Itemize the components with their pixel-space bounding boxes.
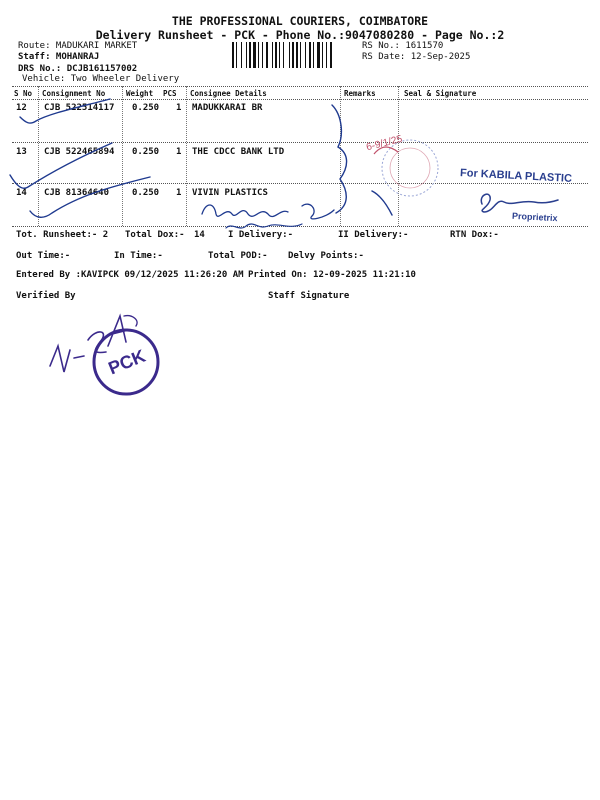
col-consignment: Consignment No: [42, 89, 106, 98]
barcode-bar: [289, 42, 290, 68]
barcode-bar: [262, 42, 263, 68]
barcode-bar: [241, 42, 242, 68]
barcode-bar: [317, 42, 320, 68]
barcode-bar: [292, 42, 294, 68]
verified-by: Verified By: [16, 291, 76, 301]
barcode-bar: [253, 42, 256, 68]
runsheet-subtitle: Delivery Runsheet - PCK - Phone No.:9047080280 - Page No.:2: [95, 28, 505, 42]
total-dox-label: Total Dox:-: [125, 230, 185, 240]
header-top-rule: [12, 86, 588, 87]
i-delivery: I Delivery:-: [228, 230, 294, 240]
row-consignment: CJB 81364640: [44, 188, 110, 198]
barcode: [232, 42, 358, 68]
printed-on: Printed On: 12-09-2025 11:21:10: [248, 270, 416, 280]
col-weight: Weight: [126, 89, 154, 98]
row-sno: 12: [16, 103, 27, 113]
tick-mark-icon: [20, 99, 110, 123]
row-sno: 14: [16, 188, 27, 198]
handwritten-signature-icon: [198, 196, 358, 236]
total-dox-value: 14: [194, 230, 205, 240]
barcode-bar: [296, 42, 298, 68]
pck-stamp-text: PCK: [105, 345, 149, 379]
row-sno: 13: [16, 147, 27, 157]
tick-mark-icon: [30, 177, 150, 217]
barcode-bar: [322, 42, 323, 68]
barcode-bar: [266, 42, 268, 68]
row-weight: 0.250: [132, 147, 160, 157]
barcode-bar: [258, 42, 259, 68]
barcode-bar: [305, 42, 306, 68]
entered-by: Entered By :KAVIPCK 09/12/2025 11:26:20 AM: [16, 270, 244, 280]
rs-number: RS No.: 1611570: [362, 41, 444, 51]
drs-label: DRS No.: DCJB161157002: [18, 64, 138, 74]
row-pcs: 1: [176, 188, 182, 198]
col-sno: S No: [14, 89, 33, 98]
barcode-bar: [313, 42, 314, 68]
barcode-bar: [330, 42, 332, 68]
col-pcs: PCS: [163, 89, 177, 98]
col-seal: Seal & Signature: [404, 89, 477, 98]
row-pcs: 1: [176, 147, 182, 157]
barcode-bar: [232, 42, 234, 68]
row-consignee: THE CDCC BANK LTD: [192, 147, 285, 157]
barcode-bar: [249, 42, 251, 68]
kabila-stamp-subtitle: Proprietrix: [511, 210, 558, 224]
barcode-bar: [275, 42, 277, 68]
row-consignee: VIVIN PLASTICS: [192, 188, 268, 198]
barcode-bar: [309, 42, 311, 68]
staff-label: Staff: MOHANRAJ: [18, 52, 100, 62]
rtn-dox: RTN Dox:-: [450, 230, 499, 240]
handwritten-date: 6-9/1/25: [365, 133, 404, 154]
row-consignment: CJB 522514117: [44, 103, 115, 113]
tick-mark-icon: [10, 143, 115, 188]
out-time: Out Time:-: [16, 251, 71, 261]
row-weight: 0.250: [132, 188, 160, 198]
in-time: In Time:-: [114, 251, 163, 261]
route-label: Route: MADUKARI MARKET: [18, 41, 138, 51]
row-pcs: 1: [176, 103, 182, 113]
barcode-bar: [283, 42, 284, 68]
row-consignment: CJB 522465894: [44, 147, 115, 157]
kabila-stamp-title: For KABILA PLASTIC: [459, 167, 573, 185]
ii-delivery: II Delivery:-: [338, 230, 409, 240]
row-consignee: MADUKKARAI BR: [192, 103, 263, 113]
barcode-bar: [246, 42, 247, 68]
staff-signature: Staff Signature: [268, 291, 350, 301]
delvy-points: Delvy Points:-: [288, 251, 364, 261]
rs-date: RS Date: 12-Sep-2025: [362, 52, 471, 62]
barcode-bar: [279, 42, 280, 68]
barcode-bar: [272, 42, 273, 68]
company-title: THE PROFESSIONAL COURIERS, COIMBATORE: [171, 14, 429, 28]
total-runsheet: Tot. Runsheet:- 2: [16, 230, 109, 240]
vehicle-label: Vehicle: Two Wheeler Delivery: [22, 74, 180, 84]
col-remarks: Remarks: [344, 89, 376, 98]
row-weight: 0.250: [132, 103, 160, 113]
barcode-bar: [236, 42, 237, 68]
barcode-bar: [300, 42, 301, 68]
barcode-bar: [326, 42, 327, 68]
col-consignee: Consignee Details: [190, 89, 267, 98]
total-pod: Total POD:-: [208, 251, 268, 261]
